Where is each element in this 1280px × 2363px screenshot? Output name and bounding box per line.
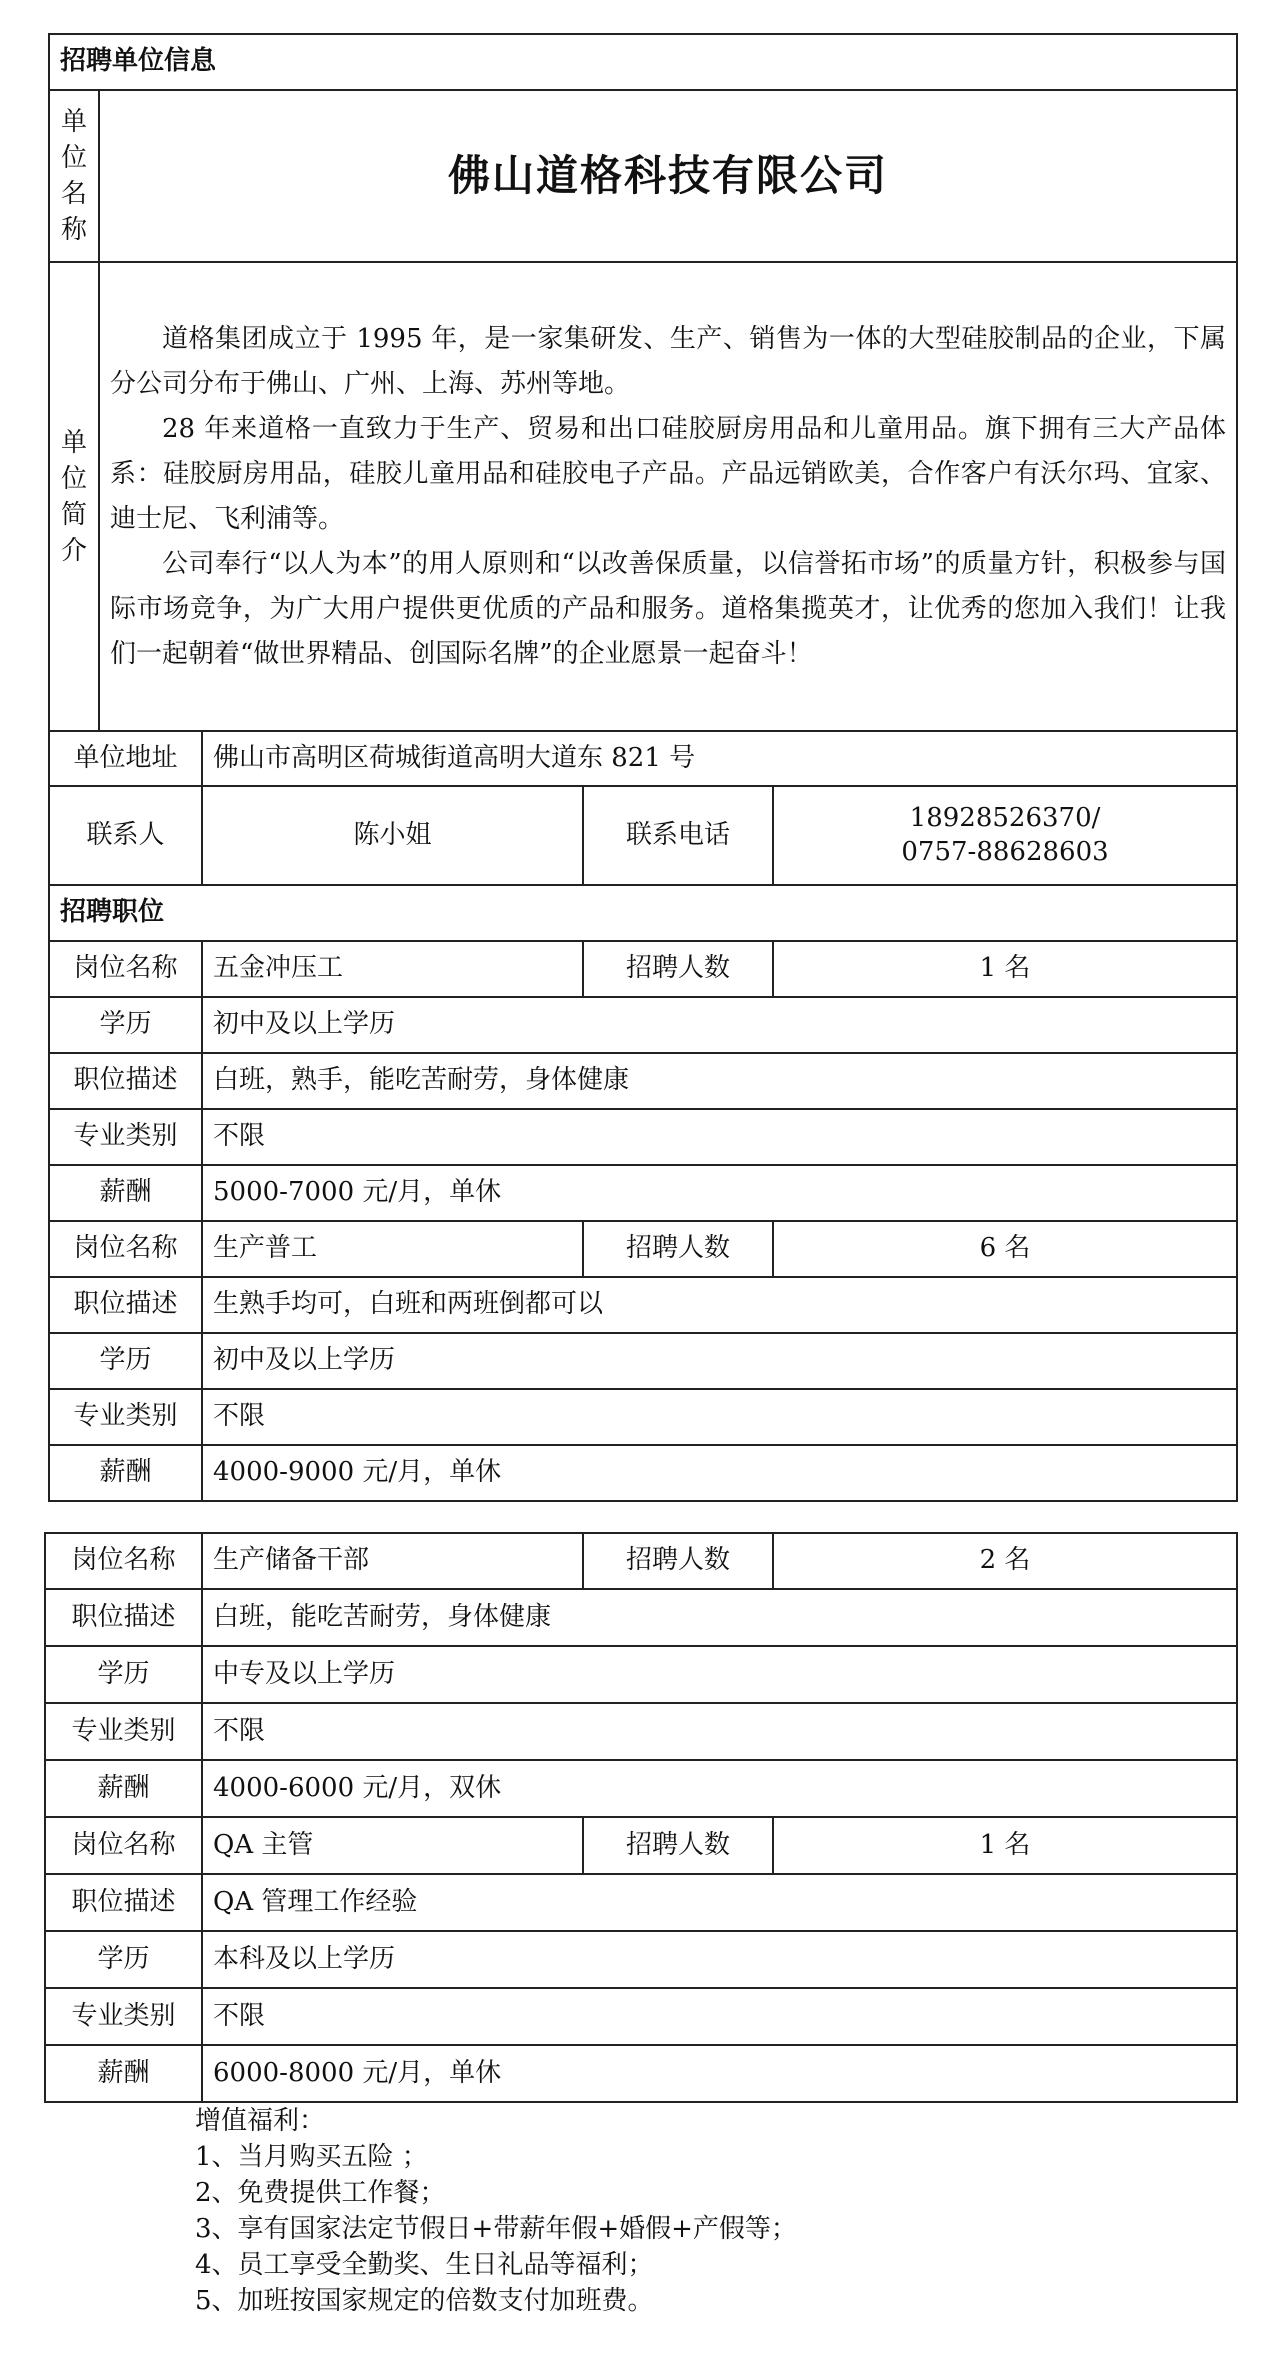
headcount-label: 招聘人数: [583, 1817, 773, 1874]
job-title-label: 岗位名称: [49, 941, 202, 997]
description-label: 职位描述: [49, 1277, 202, 1333]
education: 本科及以上学历: [202, 1931, 1237, 1988]
description: QA 管理工作经验: [202, 1874, 1237, 1931]
headcount: 1 名: [773, 1817, 1237, 1874]
benefits-list: [195, 2103, 797, 2319]
company-name-label: 单 位 名 称: [49, 90, 99, 262]
major-label: 专业类别: [45, 1988, 202, 2045]
education-label: 学历: [45, 1931, 202, 1988]
major-label: 专业类别: [49, 1109, 202, 1165]
description-label: 职位描述: [45, 1874, 202, 1931]
description: 生熟手均可，白班和两班倒都可以: [202, 1277, 1237, 1333]
salary: 5000-7000 元/月，单休: [202, 1165, 1237, 1221]
company-address: 佛山市高明区荷城街道高明大道东 821 号: [202, 731, 1237, 786]
education: 初中及以上学历: [202, 997, 1237, 1053]
headcount: 2 名: [773, 1533, 1237, 1589]
job-title: 生产储备干部: [202, 1533, 583, 1589]
recruitment-table-main: [48, 33, 1238, 1502]
major: 不限: [202, 1703, 1237, 1760]
benefit-item: 5、加班按国家规定的倍数支付加班费。: [195, 2286, 654, 2316]
company-name: 佛山道格科技有限公司: [99, 90, 1237, 262]
salary-label: 薪酬: [49, 1165, 202, 1221]
address-label: 单位地址: [49, 731, 202, 786]
benefit-item: 4、员工享受全勤奖、生日礼品等福利；: [195, 2250, 654, 2280]
benefit-item: 3、享有国家法定节假日+带薪年假+婚假+产假等；: [195, 2214, 797, 2244]
major: 不限: [202, 1389, 1237, 1445]
major-label: 专业类别: [49, 1389, 202, 1445]
recruitment-table-continued: [44, 1532, 1238, 2103]
headcount: 6 名: [773, 1221, 1237, 1277]
job-title-label: 岗位名称: [45, 1533, 202, 1589]
salary-label: 薪酬: [45, 2045, 202, 2102]
intro-paragraph: 28 年来道格一直致力于生产、贸易和出口硅胶厨房用品和儿童用品。旗下拥有三大产品体系：硅胶厨房用品，硅胶儿童用品和硅胶电子产品。产品远销欧美，合作客户有沃尔玛、宜家、迪士尼、飞利浦等。: [110, 413, 1227, 534]
major: 不限: [202, 1109, 1237, 1165]
intro-paragraph: 道格集团成立于 1995 年，是一家集研发、生产、销售为一体的大型硅胶制品的企业，下属分公司分布于佛山、广州、上海、苏州等地。: [110, 323, 1227, 399]
intro-paragraph: 公司奉行“以人为本”的用人原则和“以改善保质量，以信誉拓市场”的质量方针，积极参与国际市场竞争，为广大用户提供更优质的产品和服务。道格集揽英才，让优秀的您加入我们！让我们一起朝着“做世界精品、创国际名牌”的企业愿景一起奋斗！: [110, 548, 1227, 669]
description-label: 职位描述: [49, 1053, 202, 1109]
salary: 6000-8000 元/月，单休: [202, 2045, 1237, 2102]
education: 初中及以上学历: [202, 1333, 1237, 1389]
major: 不限: [202, 1988, 1237, 2045]
headcount-label: 招聘人数: [583, 941, 773, 997]
positions-section-title: 招聘职位: [49, 885, 1237, 941]
salary: 4000-6000 元/月，双休: [202, 1760, 1237, 1817]
description-label: 职位描述: [45, 1589, 202, 1646]
headcount-label: 招聘人数: [583, 1533, 773, 1589]
salary-label: 薪酬: [45, 1760, 202, 1817]
benefit-item: 2、免费提供工作餐；: [195, 2178, 446, 2208]
job-title-label: 岗位名称: [49, 1221, 202, 1277]
job-title-label: 岗位名称: [45, 1817, 202, 1874]
description: 白班，能吃苦耐劳，身体健康: [202, 1589, 1237, 1646]
job-title: 五金冲压工: [202, 941, 583, 997]
headcount-label: 招聘人数: [583, 1221, 773, 1277]
benefits-title: 增值福利：: [195, 2106, 326, 2136]
job-title: QA 主管: [202, 1817, 583, 1874]
education-label: 学历: [49, 997, 202, 1053]
contact-phone: 18928526370/ 0757-88628603: [773, 786, 1237, 885]
company-intro-label: 单 位 简 介: [49, 262, 99, 731]
salary: 4000-9000 元/月，单休: [202, 1445, 1237, 1501]
contact-person: 陈小姐: [202, 786, 583, 885]
benefit-item: 1、当月购买五险 ；: [195, 2142, 428, 2172]
phone-label: 联系电话: [583, 786, 773, 885]
salary-label: 薪酬: [49, 1445, 202, 1501]
description: 白班，熟手，能吃苦耐劳，身体健康: [202, 1053, 1237, 1109]
contact-label: 联系人: [49, 786, 202, 885]
headcount: 1 名: [773, 941, 1237, 997]
education-label: 学历: [49, 1333, 202, 1389]
education-label: 学历: [45, 1646, 202, 1703]
company-intro: [99, 262, 1237, 731]
employer-section-title: 招聘单位信息: [49, 34, 1237, 90]
job-title: 生产普工: [202, 1221, 583, 1277]
education: 中专及以上学历: [202, 1646, 1237, 1703]
major-label: 专业类别: [45, 1703, 202, 1760]
